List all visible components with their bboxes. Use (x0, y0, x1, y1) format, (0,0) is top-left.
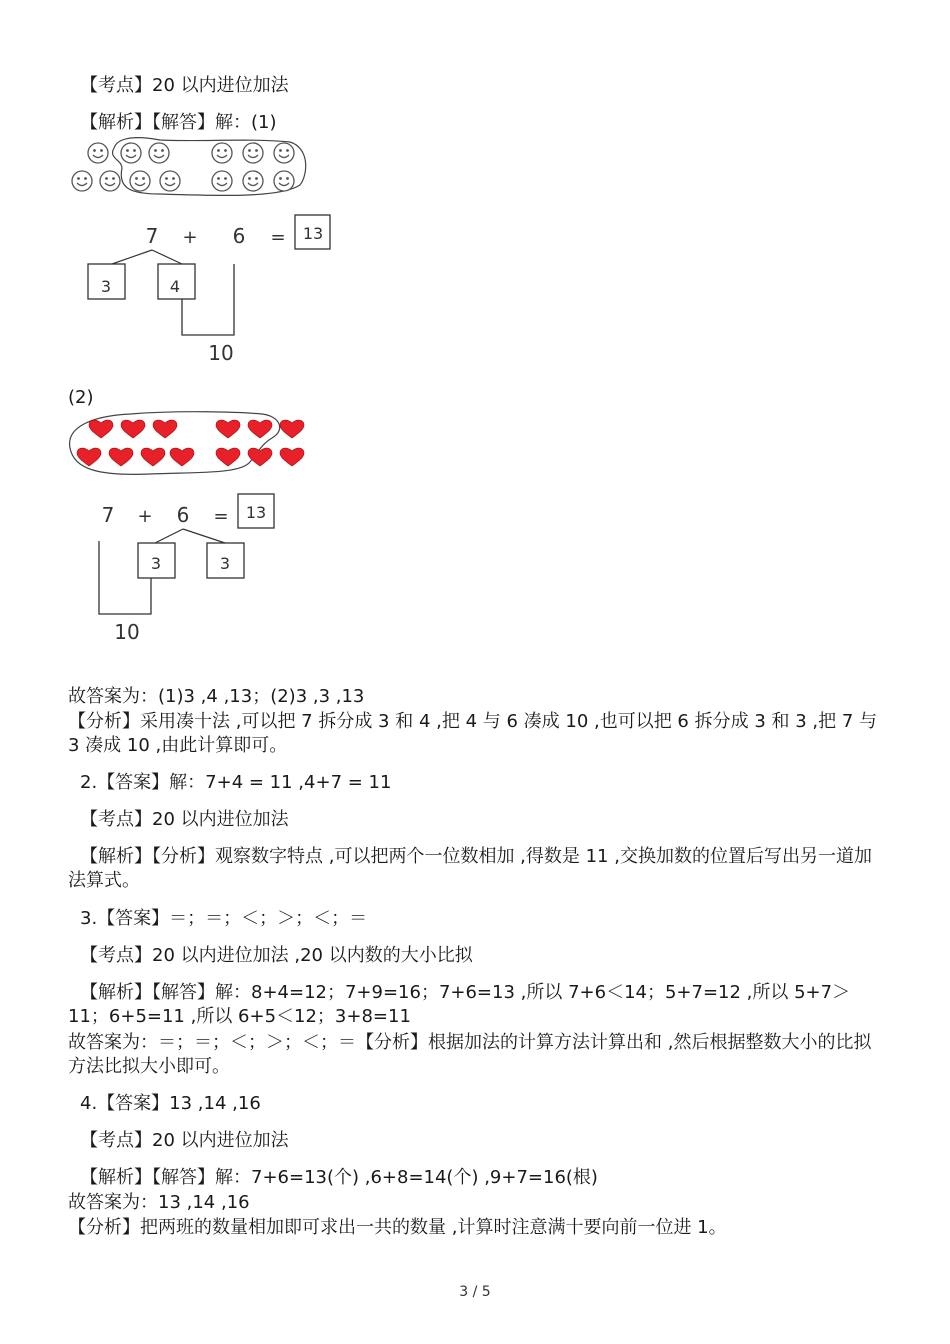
smiley-face-icon (212, 143, 232, 163)
smiley-face-icon (243, 171, 263, 191)
addend-b: 6 (232, 224, 246, 248)
kaodian-line: 【考点】20 以内进位加法 (80, 75, 289, 96)
jiexi-line: 【解析】【解答】解：(1) (80, 112, 277, 133)
part-2-label: (2) (68, 387, 94, 408)
q1-answer: 故答案为：(1)3 ,4 ,13；(2)3 ,3 ,13 (68, 686, 365, 707)
addend-a-2: 7 (101, 503, 115, 527)
split-value-1: 3 (100, 277, 112, 296)
result-value-2: 13 (245, 503, 267, 522)
addend-a: 7 (145, 224, 159, 248)
split-value-2: 4 (169, 277, 181, 296)
smiley-face-icon (274, 171, 294, 191)
heart-icon (248, 448, 272, 466)
addend-b-2: 6 (176, 503, 190, 527)
q4-answer-line: 故答案为：13 ,14 ,16 (68, 1192, 250, 1213)
q4-analysis: 【分析】把两班的数量相加即可求出一共的数量 ,计算时注意满十要向前一位进 1。 (68, 1217, 727, 1238)
q2-jiexi: 【解析】【分析】观察数字特点 ,可以把两个一位数相加 ,得数是 11 ,交换加数的位置后写出另一道加法算式。 (68, 846, 872, 891)
ten-label: 10 (208, 341, 234, 365)
smiley-face-icon (72, 171, 92, 191)
smiley-face-icon (100, 171, 120, 191)
q3-answer-line: 故答案为：＝；＝；＜；＞；＜；＝【分析】根据加法的计算方法计算出和 ,然后根据整数大小的比拟方法比拟大小即可。 (68, 1032, 872, 1077)
smiley-face-icon (160, 171, 180, 191)
smiley-face-icon (274, 143, 294, 163)
split-value-3: 3 (150, 554, 162, 573)
q2-answer: 2.【答案】解：7+4 = 11 ,4+7 = 11 (80, 772, 392, 793)
smiley-face-icon (212, 171, 232, 191)
q4-kaodian: 【考点】20 以内进位加法 (80, 1130, 289, 1151)
heart-icon (216, 420, 240, 438)
heart-icon (280, 420, 304, 438)
heart-icon (248, 420, 272, 438)
q3-jiexi: 【解析】【解答】解：8+4=12；7+9=16；7+6=13 ,所以 7+6＜14；5+7=12 ,所以 5+7＞11；6+5=11 ,所以 6+5＜12；3+8=11 (68, 982, 851, 1027)
page-number: 3 / 5 (459, 1284, 491, 1300)
heart-icon (121, 420, 145, 438)
heart-icon (280, 448, 304, 466)
smiley-face-icon (88, 143, 108, 163)
q3-kaodian: 【考点】20 以内进位加法 ,20 以内数的大小比拟 (80, 945, 473, 966)
equals-sign: = (270, 227, 286, 248)
heart-icon (141, 448, 165, 466)
q1-analysis: 【分析】采用凑十法 ,可以把 7 拆分成 3 和 4 ,把 4 与 6 凑成 10 ,也可以把 6 拆分成 3 和 3 ,把 7 与 3 凑成 10 ,由此计算即可。 (68, 711, 878, 756)
heart-icon (77, 448, 101, 466)
split-value-4: 3 (219, 554, 231, 573)
smiley-face-icon (121, 143, 141, 163)
q4-answer: 4.【答案】13 ,14 ,16 (80, 1093, 261, 1114)
heart-icon (153, 420, 177, 438)
heart-icon (216, 448, 240, 466)
plus-sign-2: + (137, 506, 153, 527)
heart-icon (109, 448, 133, 466)
q2-kaodian: 【考点】20 以内进位加法 (80, 809, 289, 830)
q4-jiexi: 【解析】【解答】解：7+6=13(个) ,6+8=14(个) ,9+7=16(根) (80, 1167, 598, 1188)
q3-answer: 3.【答案】＝；＝；＜；＞；＜；＝ (80, 908, 368, 929)
smiley-face-icon (130, 171, 150, 191)
result-value: 13 (302, 224, 324, 243)
smiley-face-icon (243, 143, 263, 163)
heart-icon (170, 448, 194, 466)
ten-label-2: 10 (114, 620, 140, 644)
heart-icon (89, 420, 113, 438)
equals-sign-2: = (213, 506, 229, 527)
plus-sign: + (182, 227, 198, 248)
smiley-face-icon (149, 143, 169, 163)
